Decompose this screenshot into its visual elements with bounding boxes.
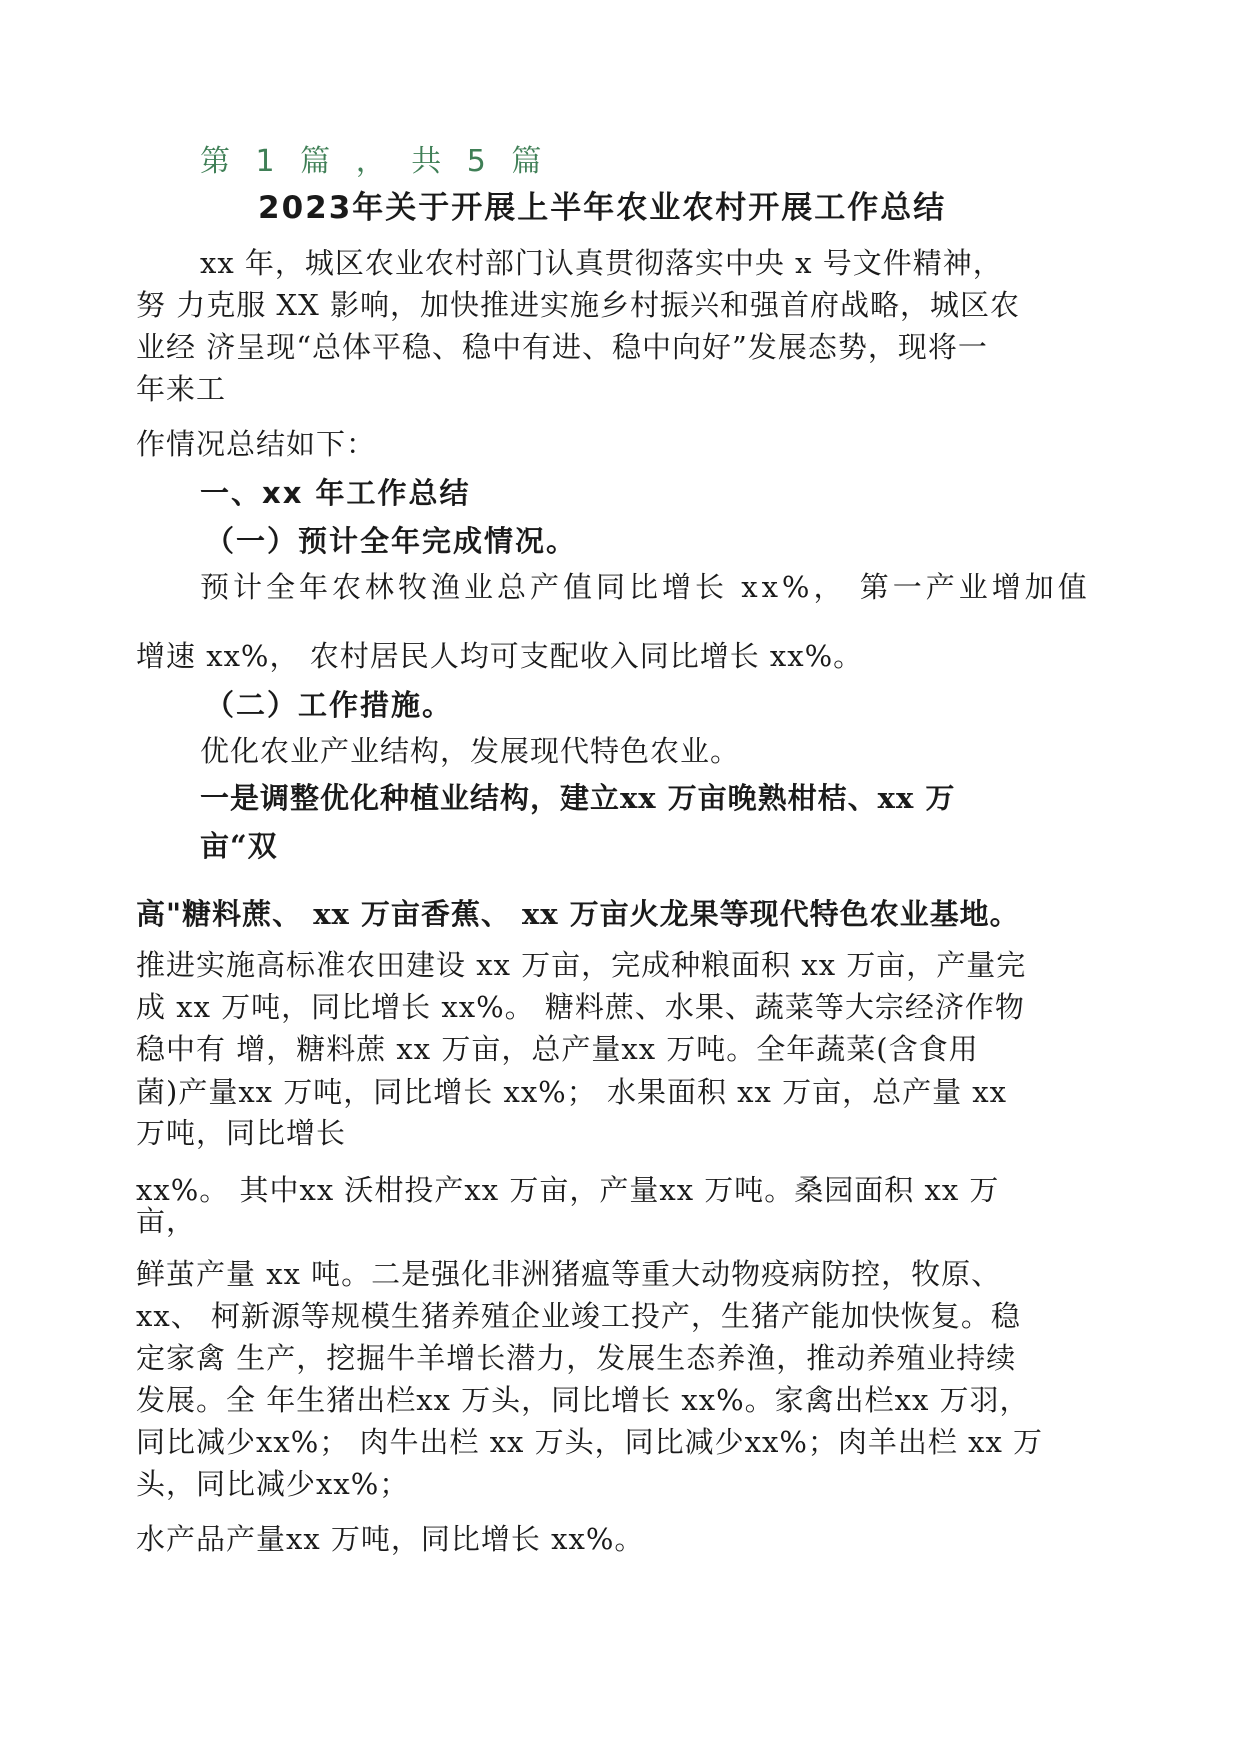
paragraph-line: 作情况总结如下： <box>136 427 377 461</box>
section-heading: 一、xx 年工作总结 <box>200 476 471 510</box>
paragraph-line: 优化农业产业结构，发展现代特色农业。 <box>200 734 741 768</box>
paragraph-line: 菌)产量xx 万吨，同比增长 xx%； 水果面积 xx 万亩，总产量 xx <box>136 1075 1008 1109</box>
subsection-heading: （一）预计全年完成情况。 <box>205 524 578 558</box>
paragraph-line: 鲜茧产量 xx 吨。二是强化非洲猪瘟等重大动物疫病防控，牧原、 <box>136 1257 1002 1291</box>
paragraph-line: 成 xx 万吨，同比增长 xx%。 糖料蔗、水果、蔬菜等大宗经济作物 <box>136 990 1025 1024</box>
paragraph-line: 万吨，同比增长 <box>136 1116 347 1150</box>
emphasis-line: 亩“双 <box>200 829 278 863</box>
paragraph-line: 水产品产量xx 万吨，同比增长 xx%。 <box>136 1522 645 1556</box>
paragraph-line: 稳中有 增，糖料蔗 xx 万亩，总产量xx 万吨。全年蔬菜(含食用 <box>136 1032 979 1066</box>
paragraph-line: 努 力克服 XX 影响，加快推进实施乡村振兴和强首府战略，城区农 <box>136 288 1020 322</box>
paragraph-line: 预计全年农林牧渔业总产值同比增长 xx%， 第一产业增加值 <box>200 570 1091 604</box>
paragraph-line: 业经 济呈现“总体平稳、稳中有进、稳中向好”发展态势，现将一 <box>136 330 988 364</box>
paragraph-line: 头，同比减少xx%； <box>136 1467 410 1501</box>
document-title: 2023年关于开展上半年农业农村开展工作总结 <box>258 190 947 226</box>
paragraph-line: xx、 柯新源等规模生猪养殖企业竣工投产，生猪产能加快恢复。稳 <box>136 1299 1021 1333</box>
paragraph-line: 推进实施高标准农田建设 xx 万亩，完成种粮面积 xx 万亩，产量完 <box>136 948 1027 982</box>
subsection-heading: （二）工作措施。 <box>205 688 454 722</box>
paragraph-line: 年来工 <box>136 372 227 406</box>
paragraph-line: 同比减少xx%； 肉牛出栏 xx 万头，同比减少xx%；肉羊出栏 xx 万 <box>136 1425 1044 1459</box>
paragraph-line: 定家禽 生产，挖掘牛羊增长潜力，发展生态养渔，推动养殖业持续 <box>136 1341 1017 1375</box>
paragraph-line: xx%。 其中xx 沃柑投产xx 万亩，产量xx 万吨。桑园面积 xx 万 <box>136 1173 1000 1207</box>
emphasis-line: 高"糖料蔗、 xx 万亩香蕉、 xx 万亩火龙果等现代特色农业基地。 <box>136 897 1020 931</box>
paragraph-line: 增速 xx%， 农村居民人均可支配收入同比增长 xx%。 <box>136 639 864 673</box>
emphasis-line: 一是调整优化种植业结构，建立xx 万亩晚熟柑桔、xx 万 <box>200 781 956 815</box>
paragraph-line: xx 年，城区农业农村部门认真贯彻落实中央 x 号文件精神， <box>200 246 1003 280</box>
paragraph-line: 发展。全 年生猪出栏xx 万头，同比增长 xx%。家禽出栏xx 万羽， <box>136 1383 1030 1417</box>
paragraph-line: 亩， <box>136 1204 197 1238</box>
page-counter-header: 第 1 篇 ， 共 5 篇 <box>200 144 550 179</box>
